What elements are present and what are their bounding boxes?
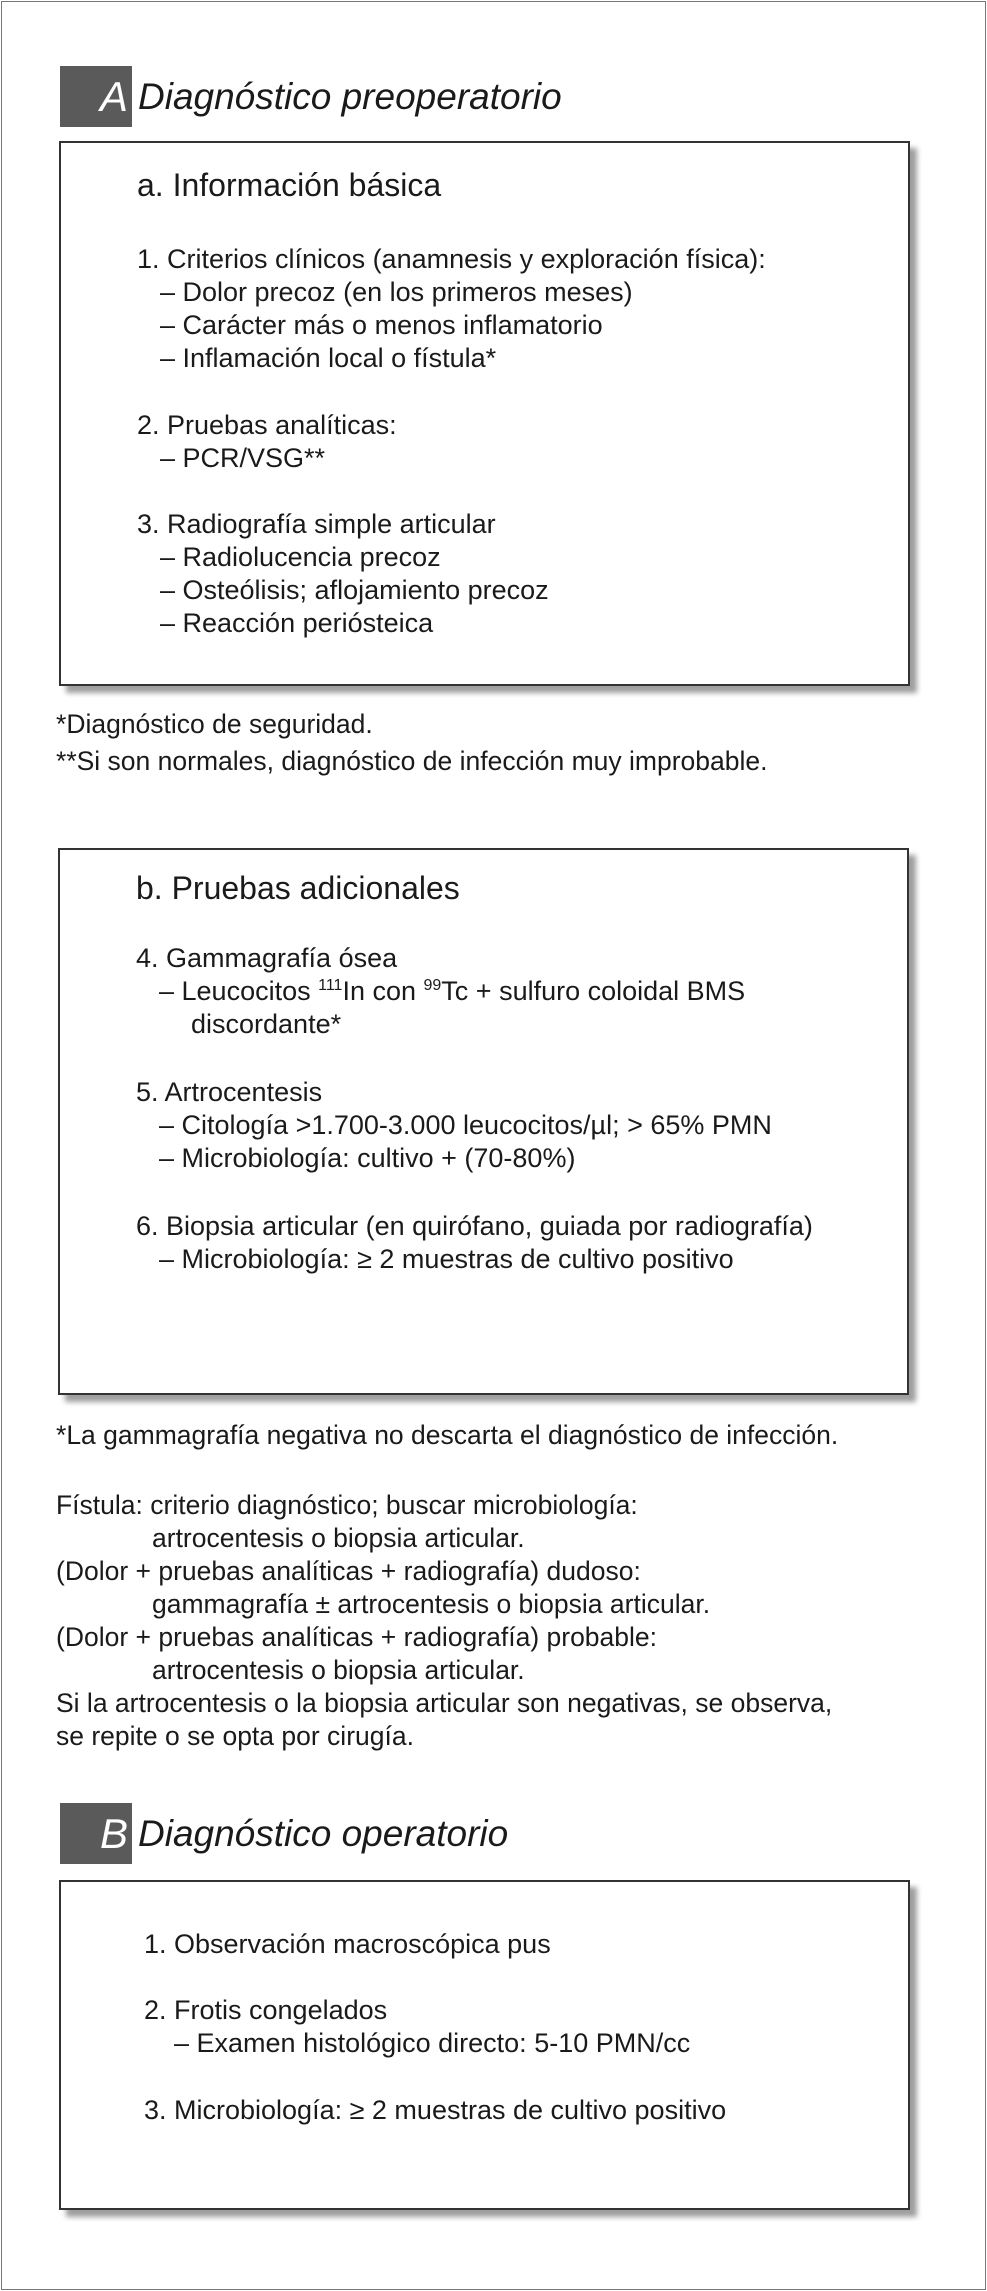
op-item-2-heading: 2. Frotis congelados <box>144 1995 388 2025</box>
paragraph-line-2: artrocentesis o biopsia articular. <box>152 1523 525 1553</box>
item-3-sub-2: – Osteólisis; aflojamiento precoz <box>160 575 549 605</box>
item-3-sub-1: – Radiolucencia precoz <box>160 542 441 572</box>
additional-tests-title: b. Pruebas adicionales <box>136 870 460 906</box>
section-b-title: Diagnóstico operatorio <box>138 1812 509 1854</box>
footnote-normal: **Si son normales, diagnóstico de infección muy improbable. <box>56 746 768 776</box>
paragraph-line-7: Si la artrocentesis o la biopsia articular son negativas, se observa, <box>56 1688 833 1718</box>
additional-tests-box <box>58 848 909 1395</box>
item-4-sub-1-mid: In con <box>342 976 424 1006</box>
footnote-security: *Diagnóstico de seguridad. <box>56 709 373 739</box>
indium-isotope: 111 <box>318 977 343 994</box>
item-3-heading: 3. Radiografía simple articular <box>137 509 496 539</box>
item-3-sub-3: – Reacción periósteica <box>160 608 434 638</box>
footnote-gammagraphy: *La gammagrafía negativa no descarta el diagnóstico de infección. <box>56 1420 839 1450</box>
section-b-letter: B <box>60 1803 132 1864</box>
item-2-heading: 2. Pruebas analíticas: <box>137 410 397 440</box>
item-1-heading: 1. Criterios clínicos (anamnesis y exploración física): <box>137 244 766 274</box>
item-6-sub-1: – Microbiología: ≥ 2 muestras de cultivo positivo <box>159 1244 734 1274</box>
paragraph-line-3: (Dolor + pruebas analíticas + radiografía) dudoso: <box>56 1556 641 1586</box>
basic-info-title: a. Información básica <box>137 167 442 203</box>
paragraph-line-5: (Dolor + pruebas analíticas + radiografía) probable: <box>56 1622 658 1652</box>
technetium-isotope: 99 <box>423 977 442 994</box>
item-4-sub-1 <box>159 975 745 1008</box>
paragraph-line-1: Fístula: criterio diagnóstico; buscar microbiología: <box>56 1490 638 1520</box>
item-4-sub-1-post: Tc + sulfuro coloidal BMS <box>441 976 746 1006</box>
op-item-3: 3. Microbiología: ≥ 2 muestras de cultivo positivo <box>144 2095 727 2125</box>
item-4-sub-1-cont: discordante* <box>191 1009 342 1039</box>
paragraph-line-8: se repite o se opta por cirugía. <box>56 1721 414 1751</box>
basic-info-box <box>59 141 910 686</box>
item-1-sub-2: – Carácter más o menos inflamatorio <box>160 310 603 340</box>
item-2-sub-1: – PCR/VSG** <box>160 443 326 473</box>
item-5-heading: 5. Artrocentesis <box>136 1077 323 1107</box>
item-1-sub-1: – Dolor precoz (en los primeros meses) <box>160 277 633 307</box>
item-4-sub-1-pre: – Leucocitos <box>159 976 319 1006</box>
paragraph-line-6: artrocentesis o biopsia articular. <box>152 1655 525 1685</box>
item-5-sub-1: – Citología >1.700-3.000 leucocitos/µl; > 65% PMN <box>159 1110 772 1140</box>
operative-diagnosis-box <box>59 1880 910 2210</box>
section-a-letter: A <box>60 66 132 127</box>
item-6-heading: 6. Biopsia articular (en quirófano, guiada por radiografía) <box>136 1211 813 1241</box>
item-1-sub-3: – Inflamación local o fístula* <box>160 343 497 373</box>
section-a-title: Diagnóstico preoperatorio <box>138 75 562 117</box>
paragraph-line-4: gammagrafía ± artrocentesis o biopsia articular. <box>152 1589 711 1619</box>
op-item-1: 1. Observación macroscópica pus <box>144 1929 551 1959</box>
section-b-header <box>60 1803 508 1864</box>
item-4-heading: 4. Gammagrafía ósea <box>136 943 398 973</box>
item-5-sub-2: – Microbiología: cultivo + (70-80%) <box>159 1143 576 1173</box>
section-a-header <box>60 66 562 127</box>
op-item-2-sub-1: – Examen histológico directo: 5-10 PMN/cc <box>174 2028 691 2058</box>
